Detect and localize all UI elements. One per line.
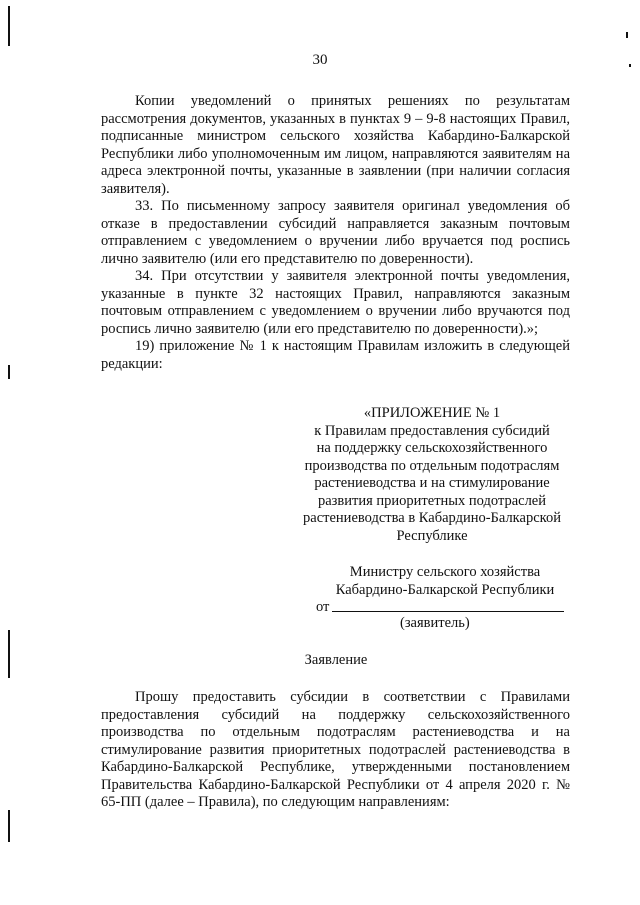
appendix-line: растениеводства в Кабардино-Балкарской <box>303 510 561 526</box>
paragraph-34: 34. При отсутствии у заявителя электронной почты уведомления, указанные в пункте 32 настоящих Правил, направляются заказным почтовым отправлением с уведомлением о вручении либо вручаются под роспись лично заявителю (или его представителю по доверенности).»; <box>101 268 570 337</box>
applicant-blank-line <box>332 611 564 612</box>
paragraph-33: 33. По письменному запросу заявителя оригинал уведомления об отказе в предоставлении субсидий направляется заказным почтовым отправлением с уведомлением о вручении либо вручается под роспись лично заявителю (или его представителю по доверенности). <box>101 198 570 267</box>
appendix-line: на поддержку сельскохозяйственного <box>316 440 548 456</box>
body-text-statement <box>101 689 570 812</box>
addressee-line: Министру сельского хозяйства <box>349 564 541 580</box>
appendix-heading <box>284 405 580 545</box>
page-number: 30 <box>312 52 328 68</box>
scan-mark-left-top <box>8 6 10 46</box>
appendix-line: «ПРИЛОЖЕНИЕ № 1 <box>363 405 501 421</box>
statement-title: Заявление <box>304 652 368 668</box>
appendix-line: производства по отдельным подотраслям <box>304 457 560 474</box>
applicant-label: (заявитель) <box>400 615 470 631</box>
statement-paragraph: Прошу предоставить субсидии в соответствии с Правилами предоставления субсидий на поддержку сельскохозяйственного производства по отдельным подотраслям растениеводства и на стимулирование развития приоритетных подотраслей растениеводства в Кабардино-Балкарской Республике, утвержденными постановлением Правительства Кабардино-Балкарской Республики от 4 апреля 2020 г. № 65-ПП (далее – Правила), по следующим направлениям: <box>101 689 570 810</box>
scan-mark-left-mid <box>8 365 10 379</box>
scan-mark-right-top <box>626 32 628 38</box>
paragraph-19: 19) приложение № 1 к настоящим Правилам изложить в следующей редакции: <box>101 338 570 372</box>
addressee-line: Кабардино-Балкарской Республики <box>335 581 555 598</box>
appendix-line: к Правилам предоставления субсидий <box>314 422 550 439</box>
appendix-line: развития приоритетных подотраслей <box>317 492 547 509</box>
body-text-top <box>101 93 570 373</box>
paragraph-notice-copies: Копии уведомлений о принятых решениях по результатам рассмотрения документов, указанных в пунктах 9 – 9-8 настоящих Правил, подписанные министром сельского хозяйства Кабардино-Балкарской Республики либо уполномоченным им лицом, направляются заявителям на адреса электронной почты, указанные в заявлении (при наличии согласия заявителя). <box>101 93 570 197</box>
appendix-line: растениеводства и на стимулирование <box>314 475 550 491</box>
appendix-line: Республике <box>396 527 468 544</box>
scan-mark-left-foot <box>8 810 10 842</box>
from-label: от <box>316 599 330 615</box>
addressee-block <box>300 564 590 599</box>
